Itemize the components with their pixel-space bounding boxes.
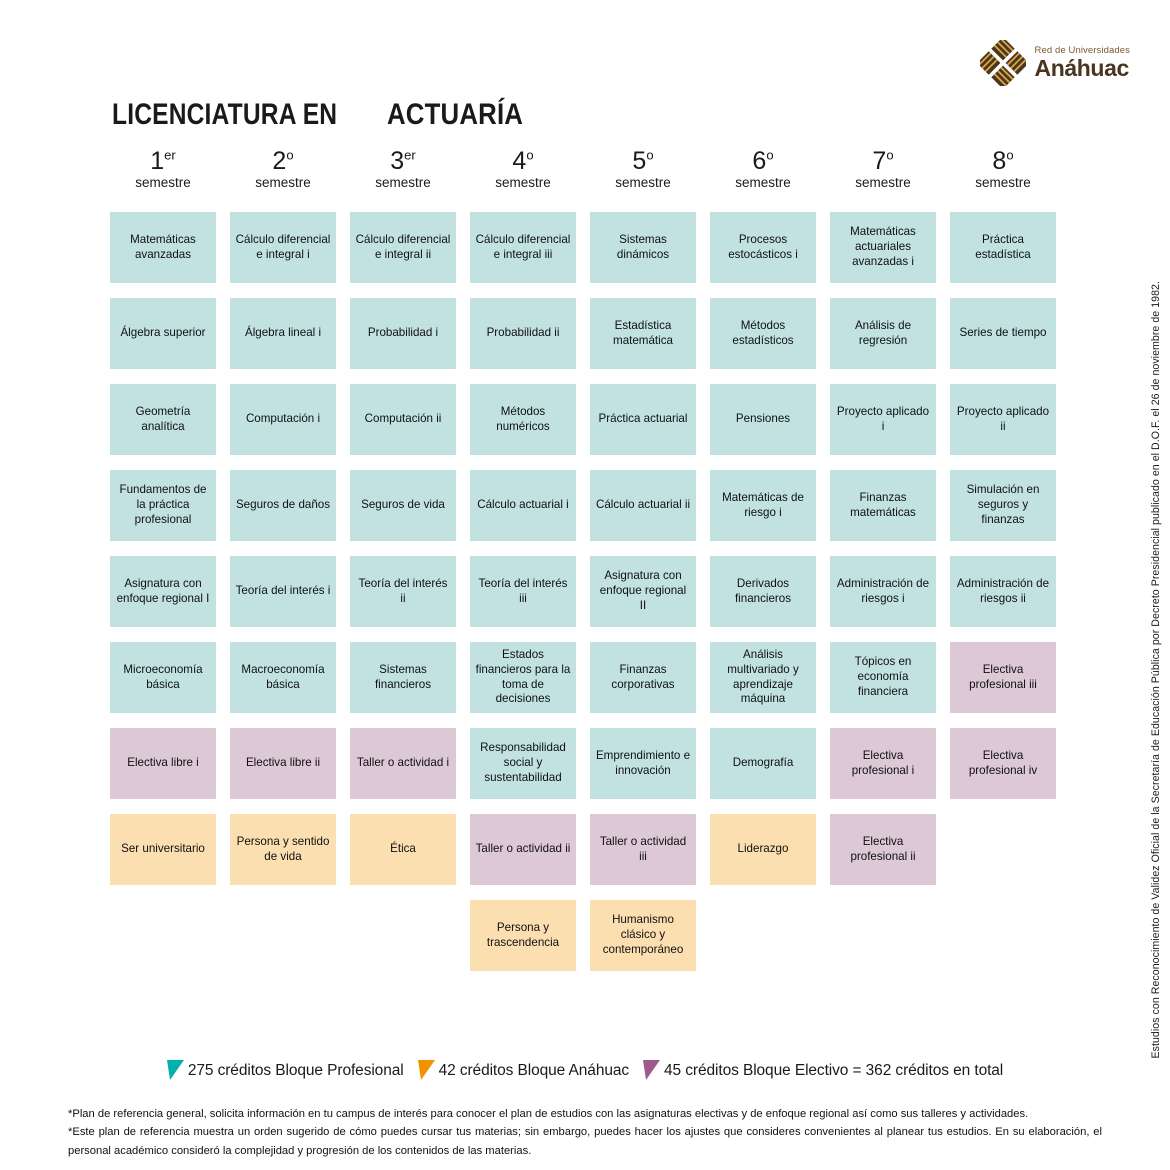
course-cell[interactable]: Métodos numéricos: [470, 384, 576, 455]
semester-word: semestre: [735, 175, 791, 191]
course-cell[interactable]: Estadística matemática: [590, 298, 696, 369]
semester-word: semestre: [615, 175, 671, 191]
course-cell[interactable]: Taller o actividad iii: [590, 814, 696, 885]
semester-column-7: [830, 148, 936, 986]
course-cell[interactable]: Pensiones: [710, 384, 816, 455]
course-cell-empty: [830, 900, 936, 971]
brand-kicker: Red de Universidades: [1034, 45, 1130, 57]
footnote-2: *Este plan de referencia muestra un orden sugerido de cómo puedes cursar tus materias; sin embargo, puedes hacer los ajustes que consideres convenientes al planear tus estudios. En su elaboración, el personal académico consideró la complejidad y progresión de los contenidos de las materias.: [68, 1126, 1102, 1157]
brand-name: Anáhuac: [1034, 54, 1129, 81]
course-cell[interactable]: Taller o actividad i: [350, 728, 456, 799]
footnotes: [68, 1105, 1102, 1160]
course-cell[interactable]: Responsabilidad social y sustentabilidad: [470, 728, 576, 799]
credits-legend: [0, 1060, 1170, 1082]
course-cell[interactable]: Finanzas corporativas: [590, 642, 696, 713]
semester-word: semestre: [375, 175, 431, 191]
course-cell[interactable]: Teoría del interés ii: [350, 556, 456, 627]
legend-label: 42 créditos Bloque Anáhuac: [438, 1062, 630, 1079]
course-cell[interactable]: Electiva profesional ii: [830, 814, 936, 885]
course-cell[interactable]: Álgebra lineal i: [230, 298, 336, 369]
anahuac-weave-icon: [980, 40, 1026, 86]
semester-header-2: [230, 148, 336, 202]
semester-header-6: [710, 148, 816, 202]
course-cell[interactable]: Cálculo diferencial e integral iii: [470, 212, 576, 283]
course-cell[interactable]: Computación i: [230, 384, 336, 455]
semester-ordinal-suffix: er: [164, 147, 176, 163]
course-cell[interactable]: Administración de riesgos ii: [950, 556, 1056, 627]
course-cell[interactable]: Electiva libre ii: [230, 728, 336, 799]
course-cell[interactable]: Tópicos en economía financiera: [830, 642, 936, 713]
course-cell[interactable]: Simulación en seguros y finanzas: [950, 470, 1056, 541]
course-cell[interactable]: Electiva libre i: [110, 728, 216, 799]
course-cell[interactable]: Persona y sentido de vida: [230, 814, 336, 885]
course-cell[interactable]: Práctica estadística: [950, 212, 1056, 283]
semester-number: 1er: [150, 147, 176, 175]
semester-column-6: [710, 148, 816, 986]
legal-sidebar: [1144, 208, 1168, 1058]
course-cell[interactable]: Liderazgo: [710, 814, 816, 885]
brand-logo: [980, 40, 1130, 86]
course-cell[interactable]: Matemáticas actuariales avanzadas i: [830, 212, 936, 283]
semester-ordinal-suffix: er: [404, 147, 416, 163]
page-title-lead: LICENCIATURA EN: [112, 98, 338, 132]
course-cell[interactable]: Microeconomía básica: [110, 642, 216, 713]
course-cell[interactable]: Macroeconomía básica: [230, 642, 336, 713]
course-cell[interactable]: Ética: [350, 814, 456, 885]
course-cell[interactable]: Sistemas financieros: [350, 642, 456, 713]
legend-item: [167, 1060, 404, 1082]
course-cell[interactable]: Seguros de daños: [230, 470, 336, 541]
course-cell[interactable]: Taller o actividad ii: [470, 814, 576, 885]
curriculum-grid: [110, 148, 1062, 986]
legend-flag-icon: [643, 1060, 660, 1082]
course-cell[interactable]: Asignatura con enfoque regional II: [590, 556, 696, 627]
course-cell[interactable]: Probabilidad ii: [470, 298, 576, 369]
course-cell-empty: [950, 814, 1056, 885]
semester-column-5: [590, 148, 696, 986]
semester-header-7: [830, 148, 936, 202]
semester-header-8: [950, 148, 1056, 202]
course-cell[interactable]: Análisis multivariado y aprendizaje máquina: [710, 642, 816, 713]
legend-label: 275 créditos Bloque Profesional: [187, 1062, 404, 1079]
semester-word: semestre: [255, 175, 311, 191]
course-cell[interactable]: Derivados financieros: [710, 556, 816, 627]
semester-word: semestre: [135, 175, 191, 191]
semester-header-5: [590, 148, 696, 202]
legend-item: [418, 1060, 629, 1082]
course-cell[interactable]: Métodos estadísticos: [710, 298, 816, 369]
course-cell[interactable]: Estados financieros para la toma de decisiones: [470, 642, 576, 713]
semester-column-1: [110, 148, 216, 986]
course-cell[interactable]: Electiva profesional i: [830, 728, 936, 799]
page-title-emphasis: ACTUARÍA: [386, 98, 523, 132]
course-cell[interactable]: Práctica actuarial: [590, 384, 696, 455]
legend-flag-icon: [167, 1060, 184, 1082]
legend-item: [643, 1060, 1003, 1082]
semester-word: semestre: [495, 175, 551, 191]
course-cell-empty: [110, 900, 216, 971]
course-cell[interactable]: Ser universitario: [110, 814, 216, 885]
semester-word: semestre: [855, 175, 911, 191]
semester-number: 5$^o$: [632, 147, 654, 175]
course-cell[interactable]: Proyecto aplicado i: [830, 384, 936, 455]
semester-word: semestre: [975, 175, 1031, 191]
semester-ordinal-suffix: o: [646, 147, 654, 163]
semester-header-1: [110, 148, 216, 202]
legend-label: 45 créditos Bloque Electivo = 362 créditos en total: [664, 1062, 1004, 1079]
semester-ordinal-suffix: o: [286, 147, 294, 163]
course-cell[interactable]: Demografía: [710, 728, 816, 799]
course-cell[interactable]: Análisis de regresión: [830, 298, 936, 369]
course-cell[interactable]: Matemáticas avanzadas: [110, 212, 216, 283]
course-cell[interactable]: Cálculo diferencial e integral ii: [350, 212, 456, 283]
course-cell[interactable]: Teoría del interés iii: [470, 556, 576, 627]
course-cell[interactable]: Fundamentos de la práctica profesional: [110, 470, 216, 541]
course-cell-empty: [710, 900, 816, 971]
semester-ordinal-suffix: o: [766, 147, 774, 163]
course-cell[interactable]: Cálculo diferencial e integral i: [230, 212, 336, 283]
course-cell-empty: [230, 900, 336, 971]
semester-number: 2$^o$: [272, 147, 294, 175]
course-cell[interactable]: Procesos estocásticos i: [710, 212, 816, 283]
course-cell[interactable]: Probabilidad i: [350, 298, 456, 369]
course-cell-empty: [350, 900, 456, 971]
semester-column-4: [470, 148, 576, 986]
semester-ordinal-suffix: o: [1006, 147, 1014, 163]
footnote-1: *Plan de referencia general, solicita información en tu campus de interés para conocer el plan de estudios con las asignaturas electivas y de enfoque regional así como sus talleres y actividades.: [68, 1108, 1029, 1120]
semester-header-3: [350, 148, 456, 202]
course-cell[interactable]: Computación ii: [350, 384, 456, 455]
course-cell[interactable]: Finanzas matemáticas: [830, 470, 936, 541]
semester-column-2: [230, 148, 336, 986]
course-cell[interactable]: Teoría del interés i: [230, 556, 336, 627]
legal-sidebar-text: Estudios con Reconocimiento de Validez Oficial de la Secretaría de Educación Pública por Decreto Presidencial publicado en el D.O.F. el 26 de noviembre de 1982.: [1150, 280, 1162, 1058]
course-cell-empty: [950, 900, 1056, 971]
course-cell[interactable]: Administración de riesgos i: [830, 556, 936, 627]
course-cell[interactable]: Sistemas dinámicos: [590, 212, 696, 283]
brand-wordmark: [1035, 46, 1130, 80]
course-cell[interactable]: Proyecto aplicado ii: [950, 384, 1056, 455]
semester-number: 4$^o$: [512, 147, 534, 175]
legend-flag-icon: [418, 1060, 435, 1082]
course-cell[interactable]: Persona y trascendencia: [470, 900, 576, 971]
semester-ordinal-suffix: o: [886, 147, 894, 163]
course-cell[interactable]: Álgebra superior: [110, 298, 216, 369]
course-cell[interactable]: Geometría analítica: [110, 384, 216, 455]
semester-column-8: [950, 148, 1056, 986]
course-cell[interactable]: Asignatura con enfoque regional I: [110, 556, 216, 627]
course-cell[interactable]: Seguros de vida: [350, 470, 456, 541]
semester-number: 8$^o$: [992, 147, 1014, 175]
semester-number: 3er: [390, 147, 416, 175]
course-cell[interactable]: Cálculo actuarial ii: [590, 470, 696, 541]
course-cell[interactable]: Electiva profesional iii: [950, 642, 1056, 713]
page-title: [112, 98, 545, 132]
semester-ordinal-suffix: o: [526, 147, 534, 163]
course-cell[interactable]: Electiva profesional iv: [950, 728, 1056, 799]
semester-number: 7$^o$: [872, 147, 894, 175]
course-cell[interactable]: Cálculo actuarial i: [470, 470, 576, 541]
course-cell[interactable]: Emprendimiento e innovación: [590, 728, 696, 799]
course-cell[interactable]: Humanismo clásico y contemporáneo: [590, 900, 696, 971]
semester-number: 6$^o$: [752, 147, 774, 175]
semester-column-3: [350, 148, 456, 986]
semester-header-4: [470, 148, 576, 202]
course-cell[interactable]: Series de tiempo: [950, 298, 1056, 369]
course-cell[interactable]: Matemáticas de riesgo i: [710, 470, 816, 541]
